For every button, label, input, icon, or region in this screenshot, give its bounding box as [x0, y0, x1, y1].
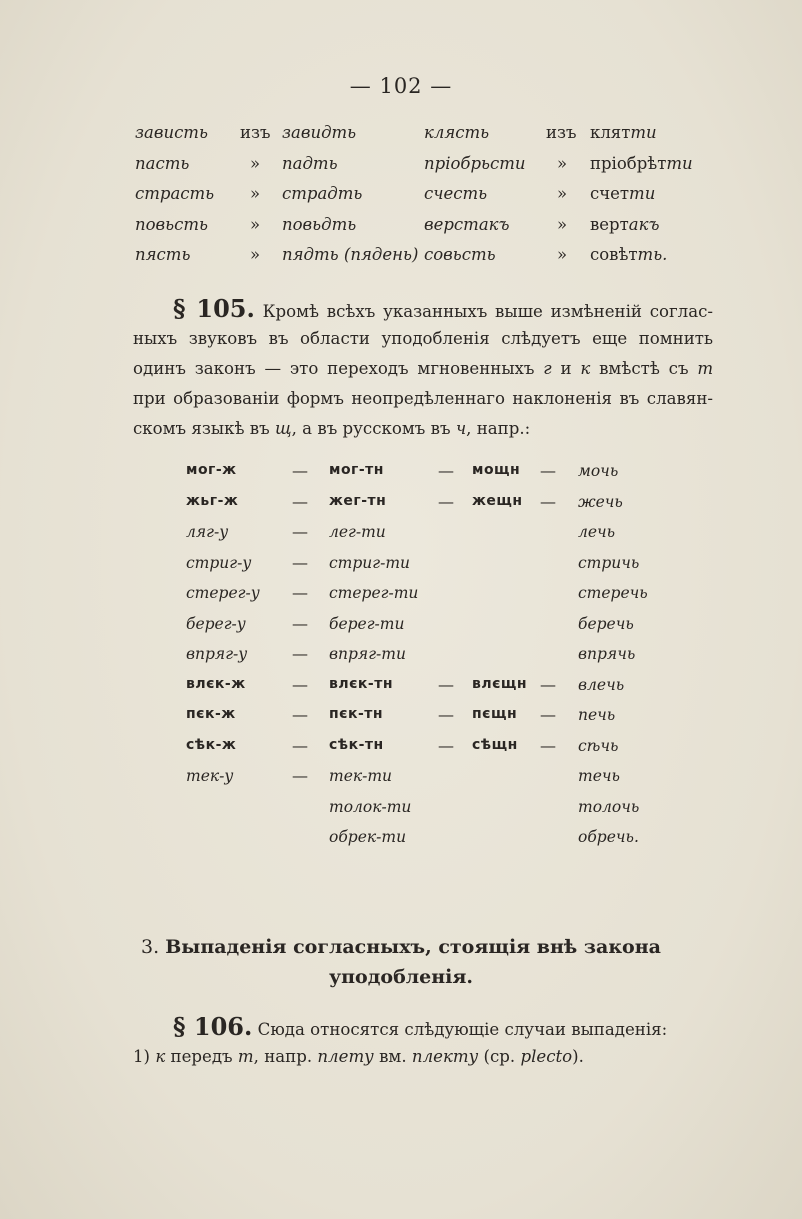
dash: — [292, 522, 308, 541]
word-source [590, 154, 693, 173]
paragraph-106-text: (ср. [478, 1047, 521, 1066]
example-russian-infinitive: обречь. [578, 828, 639, 846]
example-present-form: пєк-ж [186, 706, 236, 722]
example-russian-infinitive: беречь [578, 615, 634, 633]
word-source: страдть [282, 184, 363, 203]
section-heading-number: 3. [141, 936, 160, 958]
example-slavonic-infinitive: жещн [472, 493, 523, 509]
word-source-stem: клят [590, 123, 631, 142]
example-present-form: берег-у [186, 615, 246, 633]
paragraph-105-line [133, 324, 713, 354]
example-stem-infinitive: пєк-тн [329, 706, 384, 722]
word-source: повьдть [282, 215, 357, 234]
dash: — [438, 492, 454, 511]
paragraph-105-line [133, 354, 713, 384]
example-russian-infinitive: толочь [578, 798, 640, 816]
word-source-ending: ти [629, 184, 656, 203]
dash: — [540, 492, 556, 511]
example-stem-infinitive: стриг-ти [329, 554, 411, 572]
example-russian-infinitive: впрячь [578, 645, 636, 663]
section-heading-line2: уподобленія. [328, 966, 473, 988]
dash: — [292, 675, 308, 694]
example-word: к [155, 1047, 166, 1066]
word-source-stem: верт [590, 215, 629, 234]
letter-t: т [697, 359, 714, 378]
dash: — [292, 461, 308, 480]
word-from: изъ [546, 123, 577, 142]
example-word: т [237, 1047, 254, 1066]
section-heading-cont [0, 962, 802, 992]
word-from: » [557, 245, 568, 264]
paragraph-106-text: 1) [133, 1047, 156, 1066]
word-from: » [250, 245, 261, 264]
example-present-form: стерег-у [186, 584, 260, 602]
letter-shch: щ [274, 419, 292, 438]
example-stem-infinitive: жег-тн [329, 493, 387, 509]
dash: — [292, 614, 308, 633]
example-russian-infinitive: сѣчь [578, 737, 619, 755]
example-stem-infinitive: влєк-тн [329, 676, 394, 692]
paragraph-105 [133, 294, 713, 444]
word-derived: верстакъ [424, 215, 510, 234]
word-source-ending: ти [666, 154, 693, 173]
page-number: — 102 — [349, 74, 453, 98]
paragraph-105-text: скомъ языкѣ въ щ, а въ русскомъ въ ч, напр.: [133, 419, 531, 438]
example-slavonic-infinitive: влєщн [472, 676, 528, 692]
word-source-stem: совѣт [590, 245, 638, 264]
example-stem-infinitive: толок-ти [329, 798, 412, 816]
word-from: изъ [240, 123, 271, 142]
example-present-form: впряг-у [186, 645, 248, 663]
word-derived: совьсть [424, 245, 496, 264]
paragraph-105-text: ныхъ звуковъ въ области уподобленія слѣдуетъ еще помнить [133, 329, 713, 348]
example-russian-infinitive: печь [578, 706, 616, 724]
dash: — [292, 644, 308, 663]
dash: — [540, 705, 556, 724]
word-source: падть [282, 154, 338, 173]
dash: — [540, 461, 556, 480]
example-present-form: жьг-ж [186, 493, 239, 509]
word-derived: счесть [424, 184, 488, 203]
paragraph-105-text: одинъ законъ — это переходъ мгновенныхъ г и к вмѣстѣ съ т [133, 359, 714, 378]
example-slavonic-infinitive: пєщн [472, 706, 518, 722]
word-source-ending: ть. [637, 245, 668, 264]
example-present-form: стриг-у [186, 554, 252, 572]
dash: — [438, 675, 454, 694]
section-heading [0, 932, 802, 962]
example-russian-infinitive: мочь [578, 462, 619, 480]
dash: — [540, 736, 556, 755]
section-heading-line1: Выпаденія согласныхъ, стоящія внѣ закона [165, 936, 661, 958]
word-derived: клясть [424, 123, 490, 142]
paragraph-106-line1 [133, 1012, 713, 1042]
paragraph-105-text: Кромѣ всѣхъ указанныхъ выше измѣненій соглас- [262, 302, 714, 321]
word-from: » [250, 154, 261, 173]
example-russian-infinitive: жечь [578, 493, 623, 511]
word-source [590, 245, 667, 264]
paragraph-105-text: при образованіи формъ неопредѣленнаго наклоненія въ славян- [133, 389, 713, 408]
paragraph-106-line2 [133, 1042, 713, 1072]
example-word: плету [317, 1047, 374, 1066]
word-source [590, 184, 655, 203]
word-source [590, 123, 657, 142]
example-stem-infinitive: обрек-ти [329, 828, 407, 846]
word-derived: пясть [135, 245, 191, 264]
word-from: » [557, 184, 568, 203]
paragraph-106-text: ). [572, 1047, 584, 1066]
example-present-form: тек-у [186, 767, 234, 785]
word-derived: пріобрьсти [424, 154, 526, 173]
paragraph-106-text: , напр. [253, 1047, 318, 1066]
word-from: » [250, 215, 261, 234]
letter-g: г [543, 359, 552, 378]
paragraph-106-text: вм. [373, 1047, 412, 1066]
example-present-form: сѣк-ж [186, 737, 237, 753]
letter-ch: ч [455, 419, 467, 438]
dash: — [292, 553, 308, 572]
word-derived: зависть [135, 123, 208, 142]
dash: — [292, 736, 308, 755]
dash: — [292, 705, 308, 724]
example-present-form: ляг-у [186, 523, 229, 541]
word-source-ending: акъ [628, 215, 660, 234]
example-word: plecto [520, 1047, 573, 1066]
example-stem-infinitive: мог-тн [329, 462, 384, 478]
example-russian-infinitive: стеречь [578, 584, 648, 602]
example-present-form: мог-ж [186, 462, 237, 478]
example-russian-infinitive: влечь [578, 676, 625, 694]
letter-k: к [580, 359, 591, 378]
word-source-stem: пріобрѣт [590, 154, 667, 173]
paragraph-105-line [133, 414, 713, 444]
example-russian-infinitive: течь [578, 767, 620, 785]
paragraph-105-line [133, 384, 713, 414]
word-source-stem: счет [590, 184, 630, 203]
word-from: » [250, 184, 261, 203]
dash: — [292, 492, 308, 511]
word-from: » [557, 215, 568, 234]
example-russian-infinitive: лечь [578, 523, 616, 541]
example-stem-infinitive: берег-ти [329, 615, 405, 633]
word-derived: пасть [135, 154, 190, 173]
dash: — [292, 583, 308, 602]
example-stem-infinitive: впряг-ти [329, 645, 406, 663]
example-slavonic-infinitive: сѣщн [472, 737, 518, 753]
dash: — [438, 736, 454, 755]
word-source: завидть [282, 123, 357, 142]
dash: — [438, 705, 454, 724]
paragraph-106-text: Сюда относятся слѣдующіе случаи выпаденія: [257, 1020, 668, 1039]
example-present-form: влєк-ж [186, 676, 246, 692]
dash: — [292, 766, 308, 785]
word-source [590, 215, 659, 234]
word-from: » [557, 154, 568, 173]
example-stem-infinitive: тек-ти [329, 767, 393, 785]
section-mark-105: § 105. [173, 294, 255, 323]
example-stem-infinitive: стерег-ти [329, 584, 419, 602]
paragraph-106 [133, 1012, 713, 1072]
section-mark-106: § 106. [173, 1012, 253, 1041]
word-derived: повьсть [135, 215, 209, 234]
word-source: пядть (пядень) [282, 245, 419, 264]
word-derived: страсть [135, 184, 215, 203]
example-stem-infinitive: сѣк-тн [329, 737, 384, 753]
word-source-ending: ти [630, 123, 657, 142]
example-word: плекту [411, 1047, 479, 1066]
paragraph-105-line [133, 294, 713, 324]
dash: — [540, 675, 556, 694]
example-russian-infinitive: стричь [578, 554, 640, 572]
paragraph-106-text: передъ [165, 1047, 238, 1066]
dash: — [438, 461, 454, 480]
example-slavonic-infinitive: мощн [472, 462, 521, 478]
example-stem-infinitive: лег-ти [329, 523, 386, 541]
